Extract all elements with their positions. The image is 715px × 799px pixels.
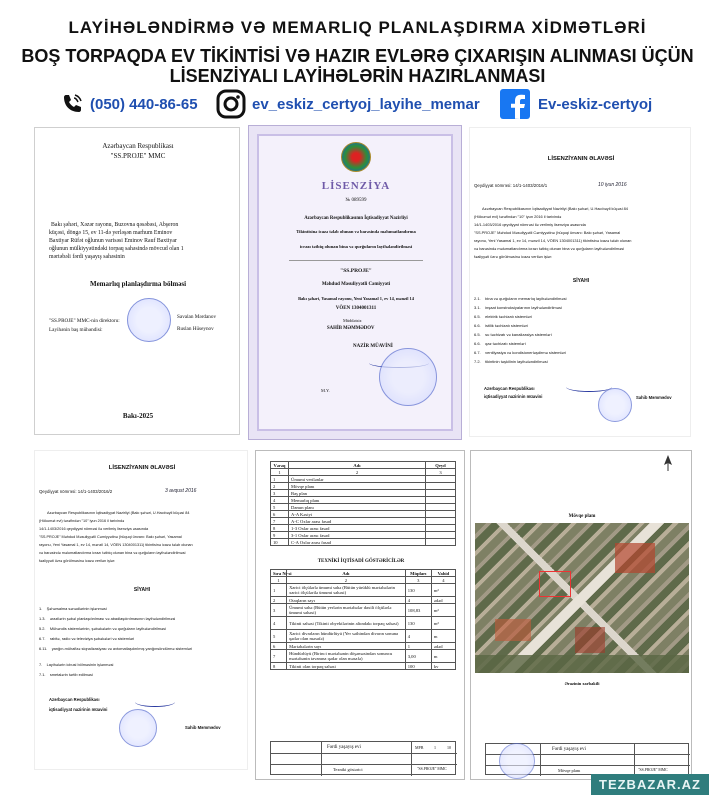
company-stamp [127, 298, 171, 342]
stamp-title: Fərdi yaşayış evi [327, 745, 361, 750]
table-row [271, 483, 456, 490]
table-cell: Xarici ölçülərlə ümumi sahə (Bütün yürüklü mərtəbələrin xarici ölçülərilə ümumi sahəsi) [287, 584, 406, 597]
license-annex-2 [34, 450, 248, 770]
director-name: Savalan Mərdanov [177, 314, 217, 320]
annex-reg-number: Qeydiyyat nömrəsi: 14/1-1403/2016/1 [474, 183, 548, 188]
table-cell: m [431, 650, 455, 663]
annex-sign-1: Azərbaycan Respublikası [484, 386, 535, 391]
table-cell: kv [431, 663, 455, 670]
table-row [271, 584, 456, 597]
stage: MPB [415, 745, 424, 750]
list-item: Mühəndis sistemlərinin, şəbəkələrin və qurğuların layihələndirilməsi [49, 626, 166, 631]
list-code: 7.2. [474, 359, 481, 364]
sheet-number: 1 [434, 745, 436, 750]
list-item: Şəhərsalma sənədlərinin işlənməsi [46, 606, 107, 611]
license-annex-1 [469, 127, 691, 437]
list-code: 5.2. [39, 626, 46, 631]
table-cell: Otaqların sayı [287, 597, 406, 604]
license-signer: SAHİB MƏMMƏDOV [327, 326, 375, 331]
table-cell: 8 [271, 663, 287, 670]
org-name: Azərbaycan Respublikası [102, 142, 174, 150]
list-item: su təchizatı və kanalizasiya sistemləri [485, 332, 552, 337]
table-cell: Mərtəbələrin sayı [287, 643, 406, 650]
annex-body-line: 14/1-1403/2016 qeydiyyat nömrəsi ilə verilmiş lisenziya əsasında [39, 527, 149, 531]
table-cell: C-A Oxlar arası fasad [289, 539, 426, 546]
table-row [271, 525, 456, 532]
table-row [271, 663, 456, 670]
table-cell: 3 [426, 469, 456, 476]
phone-number: (050) 440-86-65 [90, 95, 198, 113]
annex-date: 3 avqust 2016 [165, 488, 197, 494]
list-code: 6.5. [474, 314, 481, 319]
list-code: 2.1. [474, 296, 481, 301]
title-block [270, 741, 456, 775]
license-stamp [379, 348, 437, 406]
license-voen: VÖEN 1304001311 [335, 306, 377, 311]
table-header: Vərəq [271, 462, 289, 469]
facebook-icon [500, 89, 530, 119]
table-row [271, 504, 456, 511]
list-code: 6.6. [474, 341, 481, 346]
list-item: ventilyasiya və kondisionerləşdirmə sistemləri [485, 350, 566, 355]
table-cell: Mövqe planı [289, 483, 426, 490]
instagram-contact[interactable] [216, 88, 480, 120]
annex-signer: Sahib Məmmədov [636, 395, 672, 400]
table-row [271, 476, 456, 483]
table-cell: 3,00 [405, 650, 431, 663]
table-cell: 100 [405, 663, 431, 670]
table-header: Vahid [431, 570, 455, 577]
table-cell: 2 [289, 469, 426, 476]
title-page-document [34, 127, 240, 435]
table-cell: Baş plan [289, 490, 426, 497]
contents-table [270, 461, 456, 546]
list-item: smetalərin tərtib edilməsi [49, 672, 93, 677]
table-cell: 5 [271, 504, 289, 511]
annex-body-line: Azərbaycan Respublikasının İqtisadiyyat Nazirliyi (Bakı şəhəri, U.Hacıbəyli küçəsi 84 [482, 206, 628, 211]
table-cell: Tikinti sahəsi (Tikinti obyektlərinin altındakı torpaq sahəsi) [287, 617, 406, 630]
table-row [271, 497, 456, 504]
list-item: yanğın-mühafizə siqnalizasiyası və avtomatlaşdırılmış yanğınsöndürmə sistemləri [51, 646, 193, 651]
tech-table [270, 569, 456, 670]
table-row [271, 630, 456, 643]
list-item: rabitə, radio və televiziya şəbəkələri və sistemləri [49, 636, 135, 641]
facebook-contact[interactable] [500, 88, 652, 120]
table-cell: Ümumi verilənlər [289, 476, 426, 483]
annex-signer: Sahib Məmmədov [185, 725, 221, 730]
annex-list-title: SİYAHI [133, 587, 151, 593]
table-cell: m² [431, 604, 455, 617]
table-header: Qeyd [426, 462, 456, 469]
tech-title: TEXNİKİ İQTİSADİ GÖSTƏRİCİLƏR [317, 559, 405, 564]
table-header: Miqdarı [405, 570, 431, 577]
annex-body-line: və barəsində məlumatlandırma icrazı tətbiq olunan bina və qurğuların layihələndirilməsi [474, 246, 625, 251]
table-cell: 130 [405, 584, 431, 597]
table-cell: Hündürlüyü (Birinci mərtəbənin döşəməsindən sonuncu mərtəbənin tavanına qədər olan məsafə) [287, 650, 406, 663]
table-cell: m [431, 630, 455, 643]
table-cell: 2 [287, 577, 406, 584]
heading-line-3: LİSENZİYALI LAYİHƏLƏRİN HAZIRLANMASI [169, 66, 546, 86]
address-line: küçəsi, döngə 15, ev 11-də yerləşən marhum Eminov [49, 230, 173, 236]
contents-document [255, 450, 465, 780]
table-cell: Xarici divarların hündürlüyü (Yer səthindən divarın sonuna qədər olan məsafə) [287, 630, 406, 643]
table-cell: A-C Oxlar arası fasad [289, 518, 426, 525]
table-cell: 6 [271, 511, 289, 518]
table-cell: 1-3 Oxlar arası fasad [289, 525, 426, 532]
license-address: Bakı şəhəri, Yasamal rayonu, Yeni Yasamal 1, ev 14, mənzil 14 [298, 296, 414, 301]
chief-engineer-name: Ruslan Hüseynov [177, 326, 214, 332]
list-code: 6.11. [39, 646, 48, 651]
license-document [248, 125, 462, 440]
heading-line-1: LAYİHƏLƏNDİRMƏ VƏ MEMARLIQ PLANLAŞDIRMA XİDMƏTLƏRİ [68, 18, 647, 37]
table-cell: 3 [405, 577, 431, 584]
table-cell: 1 [271, 584, 287, 597]
table-cell: 4 [431, 577, 455, 584]
table-cell: 7 [271, 518, 289, 525]
director-label: "SS.PROJE" MMC-nin direktoru: [49, 318, 120, 324]
site-plan-caption: Ərazinin xarbakili [564, 681, 600, 686]
annex-date: 10 iyun 2016 [598, 182, 627, 188]
heading-line-2: BOŞ TORPAQDA EV TİKİNTİSİ VƏ HAZIR EVLƏRƏ ÇIXARIŞIN ALINMASI ÜÇÜN [21, 46, 694, 66]
list-code: 7. [39, 662, 43, 667]
chief-engineer-label: Layihənin baş mühəndisi: [49, 327, 103, 333]
annex-title: LİSENZİYANIN ƏLAVƏSİ [547, 156, 615, 162]
address-line: Bakı şəhəri, Xəzər rayonu, Buzovna qəsəbəsi, Abşeron [51, 222, 179, 228]
list-item: elektrik təchizatı sistemləri [485, 314, 532, 319]
table-cell: A-A Kəsiyi [289, 511, 426, 518]
table-row [271, 539, 456, 546]
table-header: Adı [289, 462, 426, 469]
license-term: Müddətsiz [343, 318, 362, 323]
annex-body-line: və barəsində məlumatlandırma icrazı tətbiq olunan bina və qurğuların layihələndirilməsi [39, 551, 186, 555]
annex-body-line: Azərbaycan Respublikasının İqtisadiyyat Nazirliyi (Bakı şəhəri, U.Hacıbəyli küçəsi 84 [47, 511, 190, 515]
table-cell: 6 [271, 643, 287, 650]
site-marker [539, 571, 571, 597]
table-cell: 3 [271, 604, 287, 617]
license-activity-2: icrazı tətbiq olunan bina və qurğuların layihələndirilməsi [299, 244, 413, 249]
annex-body-line: (Hökumət evi) tərəfindən "10" iyun 2016 il tarixində [474, 214, 562, 219]
table-cell: ədəd [431, 643, 455, 650]
license-mp: M.Y. [321, 388, 330, 393]
license-issuer: Azərbaycan Respublikasının İqtisadiyyat Nazirliyi [304, 216, 408, 221]
annex-body-line: "SS.PROJE" Məhdud Məsuliyyətli Cəmiyyətinə (hüquqi ünvanı: Bakı şəhəri, Yasamal [474, 230, 621, 235]
table-row [271, 643, 456, 650]
annex-title: LİSENZİYANIN ƏLAVƏSİ [108, 465, 176, 471]
table-cell: 9 [271, 532, 289, 539]
list-code: 6.7. [39, 636, 46, 641]
stamp-title: Fərdi yaşayış evi [552, 747, 586, 752]
address-line: mərtəbəli fərdi yaşayış sahəsinin [49, 254, 125, 260]
license-number: № 089599 [345, 198, 367, 203]
table-cell: 130 [405, 617, 431, 630]
site-plan-title: Mövqe planı [568, 514, 596, 519]
license-title: LİSENZİYA [321, 180, 391, 192]
instagram-icon [216, 89, 246, 119]
sheet-name: Texniki göstərici [333, 767, 363, 772]
instagram-handle: ev_eskiz_certyoj_layihe_memar [252, 95, 480, 113]
table-cell: 4 [271, 497, 289, 504]
table-row [271, 532, 456, 539]
table-cell: m² [431, 584, 455, 597]
annex-body-line: fəaliyyəti üzrə görülməsinə icazə verilən işlər: [474, 254, 553, 259]
site-plan-document [470, 450, 692, 780]
table-row [271, 490, 456, 497]
annex-reg-number: Qeydiyyat nömrəsi: 14/1-1403/2016/2 [39, 489, 113, 494]
annex-stamp [119, 709, 157, 747]
company-stamp [499, 743, 535, 779]
table-row [271, 597, 456, 604]
table-cell: 2 [271, 597, 287, 604]
table-cell: 3 [271, 490, 289, 497]
table-row [271, 604, 456, 617]
aerial-map-image [475, 523, 689, 673]
list-code: 3.1. [474, 305, 481, 310]
table-row [271, 650, 456, 663]
table-cell: Ümumi sahə (Bütün yerlərin mərtəbələr daxili ölçülərlə ümumi sahəsi) [287, 604, 406, 617]
table-row [271, 617, 456, 630]
table-cell: 1 [271, 476, 289, 483]
annex-body-line: (Hökumət evi) tərəfindən "10" iyun 2016 il tarixində [39, 519, 125, 523]
table-cell: ədəd [431, 597, 455, 604]
annex-list-title: SİYAHI [572, 278, 590, 284]
table-cell: Damın planı [289, 504, 426, 511]
table-cell: Memarlıq planı [289, 497, 426, 504]
table-cell: 5 [271, 630, 287, 643]
facebook-page: Ev-eskiz-certyoj [538, 95, 653, 113]
table-cell: 4 [405, 630, 431, 643]
table-cell: 1 [271, 577, 287, 584]
list-code: 1.3. [39, 616, 46, 621]
list-item: inşaat konstruksiyalarının layihələndirilməsi [485, 305, 562, 310]
firm-name: "SS.PROJE" MMC [638, 768, 668, 772]
phone-icon [60, 92, 84, 116]
annex-body-line: rayonu, Yeni Yasamal 1, ev 14, mənzil 14, VÖEN 1304001311) tikintisinə icazə tələb olunan [39, 543, 193, 547]
sheet-count: 10 [447, 745, 451, 750]
list-code: 6.5. [474, 332, 481, 337]
table-header: Sıra №-si [271, 570, 287, 577]
license-holder: "SS.PROJE" [340, 268, 372, 274]
table-cell: 7 [271, 650, 287, 663]
address-line: Baxtiyar Rüfət oğlunun varisəsi Eminov Rauf Baxtiyar [49, 238, 177, 244]
sheet-name: Mövqe planı [558, 768, 581, 773]
list-item: istilik təchizatı sistemləri [485, 323, 528, 328]
list-code: 7.1. [39, 672, 46, 677]
annex-body-line: fəaliyyəti üzrə görülməsinə icazə verilən işlər: [39, 559, 116, 563]
list-item: ərazilərin şəbəl planlaşdırılması və abadlaşdırılmasının layihələndirilməsi [49, 616, 176, 621]
signature [135, 697, 175, 707]
table-row [271, 518, 456, 525]
north-arrow-icon [664, 455, 672, 471]
table-cell: 2 [271, 483, 289, 490]
table-cell: 3-1 Oxlar arası fasad [289, 532, 426, 539]
license-holder-type: Məhdud Məsuliyyətli Cəmiyyəti [321, 282, 391, 287]
list-item: tikintinin təşkilinin layihələndirilməsi [485, 359, 548, 364]
list-item: Layihələrin icbusi bölməsinin işlənməsi [46, 662, 114, 667]
phone-contact[interactable] [60, 88, 198, 120]
list-item: bina və qurğuların memarlıq layihələndirilməsi [485, 296, 567, 301]
company-name: "SS.PROJE" MMC [110, 152, 166, 160]
table-cell: 8 [271, 525, 289, 532]
list-code: 1. [39, 606, 43, 611]
watermark-badge: TEZBAZAR.AZ [591, 774, 709, 795]
list-code: 6.7. [474, 350, 481, 355]
table-cell: 4 [405, 597, 431, 604]
table-header: Adı [287, 570, 406, 577]
section-title: Memarlıq planlaşdırma bölməsi [89, 280, 187, 288]
table-cell: 4 [271, 617, 287, 630]
license-activity-1: Tikintisinə icazə tələb olunan və barəsində məlumatlandırma [296, 229, 416, 234]
annex-body-line: rayonu, Yeni Yasamal 1, ev 14, mənzil 14, VÖEN 1304001311) tikintisinə icazə tələb olunan [474, 238, 632, 243]
annex-stamp [598, 388, 632, 422]
table-cell: m² [431, 617, 455, 630]
list-item: qaz təchizatı sistemləri [485, 341, 526, 346]
annex-body-line: 14/1-1403/2016 qeydiyyat nömrəsi ilə verilmiş lisenziya əsasında [474, 222, 586, 227]
table-cell: 108,83 [405, 604, 431, 617]
list-code: 6.6. [474, 323, 481, 328]
annex-sign-1: Azərbaycan Respublikası [49, 697, 100, 702]
table-cell: 1 [271, 469, 289, 476]
annex-body-line: "SS.PROJE" Məhdud Məsuliyyətli Cəmiyyətinə (hüquqi ünvanı: Bakı şəhəri, Yasamal [39, 535, 182, 539]
table-cell: Tikinti olan torpaq sahəsi [287, 663, 406, 670]
table-row [271, 511, 456, 518]
table-cell: 1 [405, 643, 431, 650]
annex-sign-2: iqtisadiyyat nazirinin müavini [484, 394, 543, 399]
city-year: Bakı-2025 [122, 412, 154, 420]
address-line: oğlunun mülkiyyətindəki torpaq sahəsində mövcud olan 1 [49, 246, 184, 252]
emblem-icon [341, 142, 371, 172]
license-signer-title: NAZİR MÜAVİNİ [353, 344, 393, 349]
firm-name: "SS.PROJE" MMC [417, 767, 447, 771]
table-cell: 10 [271, 539, 289, 546]
annex-sign-2: iqtisadiyyat nazirinin müavini [49, 707, 108, 712]
